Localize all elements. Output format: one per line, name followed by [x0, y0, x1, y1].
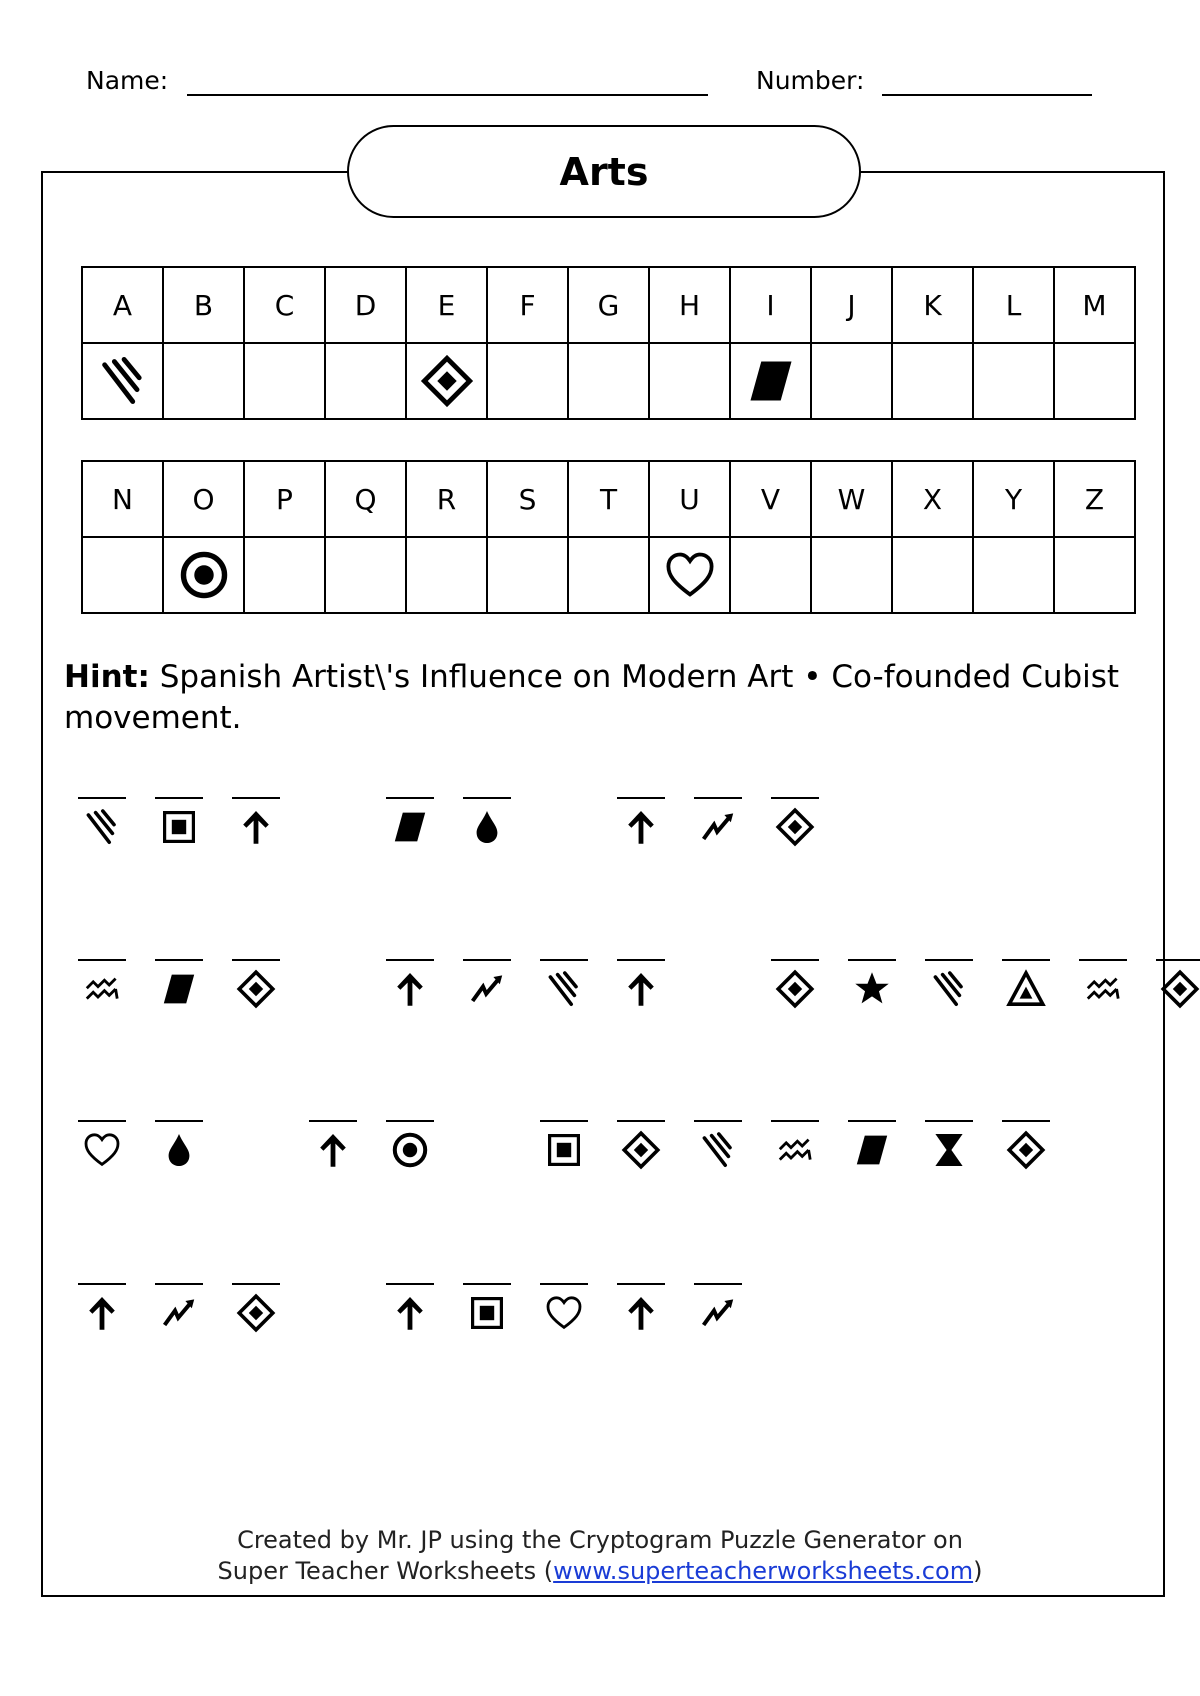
answer-blank[interactable]: [540, 1283, 588, 1285]
waves-icon: [1083, 969, 1123, 1009]
key-symbol-s[interactable]: [487, 537, 568, 613]
key-symbol-m[interactable]: [1054, 343, 1135, 419]
key-symbol-g[interactable]: [568, 343, 649, 419]
footer-credit: Created by Mr. JP using the Cryptogram Puzzle Generator on: [237, 1526, 963, 1554]
key-letter-x: X: [892, 461, 973, 537]
puzzle-cell[interactable]: [848, 1120, 896, 1170]
answer-blank[interactable]: [78, 1283, 126, 1285]
answer-blank[interactable]: [617, 797, 665, 799]
key-symbol-p[interactable]: [244, 537, 325, 613]
answer-blank[interactable]: [771, 1120, 819, 1122]
key-symbol-b[interactable]: [163, 343, 244, 419]
hint: [64, 657, 1154, 739]
key-letter-n: N: [82, 461, 163, 537]
answer-blank[interactable]: [1002, 959, 1050, 961]
puzzle-cell[interactable]: [1002, 959, 1050, 1009]
answer-blank[interactable]: [1079, 959, 1127, 961]
key-letter-p: P: [244, 461, 325, 537]
triangle-icon: [1006, 969, 1046, 1009]
key-letter-j: J: [811, 267, 892, 343]
puzzle-cell[interactable]: [617, 1120, 665, 1170]
puzzle-cell[interactable]: [617, 959, 665, 1009]
arrow-up-icon: [621, 807, 661, 847]
answer-blank[interactable]: [155, 1283, 203, 1285]
key-symbol-t[interactable]: [568, 537, 649, 613]
key-symbol-h[interactable]: [649, 343, 730, 419]
hourglass-icon: [929, 1130, 969, 1170]
answer-blank[interactable]: [463, 1283, 511, 1285]
diamond-icon: [775, 807, 815, 847]
puzzle-cell[interactable]: [386, 1283, 434, 1333]
puzzle-cell[interactable]: [540, 959, 588, 1009]
key-letter-d: D: [325, 267, 406, 343]
arrow-up-icon: [236, 807, 276, 847]
puzzle-cell[interactable]: [540, 1120, 588, 1170]
diamond-icon: [775, 969, 815, 1009]
key-symbol-r[interactable]: [406, 537, 487, 613]
diamond-icon: [236, 969, 276, 1009]
key-letter-q: Q: [325, 461, 406, 537]
puzzle-cell[interactable]: [155, 959, 203, 1009]
key-symbol-x[interactable]: [892, 537, 973, 613]
key-letter-s: S: [487, 461, 568, 537]
number-field[interactable]: [882, 94, 1092, 96]
key-symbol-v[interactable]: [730, 537, 811, 613]
puzzle-cell[interactable]: [694, 797, 742, 847]
bullseye-icon: [390, 1130, 430, 1170]
footer-site-label: Super Teacher Worksheets (: [217, 1557, 554, 1585]
key-letter-k: K: [892, 267, 973, 343]
puzzle-cell[interactable]: [1079, 959, 1127, 1009]
answer-blank[interactable]: [232, 1283, 280, 1285]
key-letter-z: Z: [1054, 461, 1135, 537]
key-letter-y: Y: [973, 461, 1054, 537]
puzzle-cell[interactable]: [309, 1120, 357, 1170]
puzzle-cell[interactable]: [155, 1283, 203, 1333]
key-letter-o: O: [163, 461, 244, 537]
puzzle-cell[interactable]: [771, 797, 819, 847]
puzzle-cell[interactable]: [386, 797, 434, 847]
answer-blank[interactable]: [617, 1283, 665, 1285]
answer-blank[interactable]: [232, 959, 280, 961]
answer-blank[interactable]: [386, 1283, 434, 1285]
arrow-up-icon: [621, 969, 661, 1009]
answer-blank[interactable]: [771, 959, 819, 961]
answer-blank[interactable]: [463, 959, 511, 961]
arrow-up-icon: [313, 1130, 353, 1170]
zigzag-icon: [698, 1293, 738, 1333]
key-letter-w: W: [811, 461, 892, 537]
triple-slash-icon: [96, 354, 150, 408]
puzzle-cell[interactable]: [155, 1120, 203, 1170]
star-icon: [852, 969, 892, 1009]
answer-blank[interactable]: [78, 797, 126, 799]
answer-blank[interactable]: [694, 1283, 742, 1285]
puzzle-cell[interactable]: [848, 959, 896, 1009]
triple-slash-icon: [82, 807, 122, 847]
zigzag-icon: [698, 807, 738, 847]
puzzle-cell[interactable]: [463, 1283, 511, 1333]
footer-paren: ): [973, 1557, 983, 1585]
key-symbol-d[interactable]: [325, 343, 406, 419]
worksheet-title: Arts: [347, 125, 861, 218]
answer-blank[interactable]: [925, 1120, 973, 1122]
heart-icon: [544, 1293, 584, 1333]
puzzle-cell[interactable]: [1002, 1120, 1050, 1170]
key-letter-u: U: [649, 461, 730, 537]
puzzle-cell[interactable]: [78, 959, 126, 1009]
key-symbol-o[interactable]: [163, 537, 244, 613]
drop-icon: [467, 807, 507, 847]
parallelogram-icon: [852, 1130, 892, 1170]
diamond-icon: [236, 1293, 276, 1333]
key-letter-a: A: [82, 267, 163, 343]
answer-blank[interactable]: [386, 959, 434, 961]
key-letter-m: M: [1054, 267, 1135, 343]
key-letter-t: T: [568, 461, 649, 537]
footer-link[interactable]: www.superteacherworksheets.com: [553, 1557, 974, 1585]
key-symbol-f[interactable]: [487, 343, 568, 419]
puzzle-cell[interactable]: [463, 959, 511, 1009]
key-symbol-u[interactable]: [649, 537, 730, 613]
answer-blank[interactable]: [1156, 959, 1200, 961]
diamond-icon: [1160, 969, 1200, 1009]
puzzle-cell[interactable]: [78, 1283, 126, 1333]
key-letter-r: R: [406, 461, 487, 537]
puzzle-cell[interactable]: [617, 1283, 665, 1333]
arrow-up-icon: [82, 1293, 122, 1333]
diamond-icon: [1006, 1130, 1046, 1170]
answer-blank[interactable]: [694, 797, 742, 799]
drop-icon: [159, 1130, 199, 1170]
arrow-up-icon: [390, 1293, 430, 1333]
key-letter-f: F: [487, 267, 568, 343]
key-symbol-n[interactable]: [82, 537, 163, 613]
puzzle-cell[interactable]: [78, 797, 126, 847]
answer-blank[interactable]: [617, 959, 665, 961]
puzzle-cell[interactable]: [386, 1120, 434, 1170]
key-letter-l: L: [973, 267, 1054, 343]
puzzle-cell[interactable]: [232, 1283, 280, 1333]
answer-blank[interactable]: [848, 1120, 896, 1122]
square-dot-icon: [544, 1130, 584, 1170]
answer-blank[interactable]: [694, 1120, 742, 1122]
answer-blank[interactable]: [232, 797, 280, 799]
waves-icon: [775, 1130, 815, 1170]
key-letter-b: B: [163, 267, 244, 343]
footer: [0, 1525, 1200, 1587]
puzzle-cell[interactable]: [925, 1120, 973, 1170]
answer-blank[interactable]: [309, 1120, 357, 1122]
key-symbol-y[interactable]: [973, 537, 1054, 613]
key-table-1: [81, 266, 1136, 420]
key-letter-c: C: [244, 267, 325, 343]
square-dot-icon: [159, 807, 199, 847]
hint-label: Hint:: [64, 659, 150, 695]
parallelogram-icon: [390, 807, 430, 847]
answer-blank[interactable]: [1002, 1120, 1050, 1122]
puzzle-cell[interactable]: [925, 959, 973, 1009]
answer-blank[interactable]: [155, 1120, 203, 1122]
square-dot-icon: [467, 1293, 507, 1333]
key-symbol-a[interactable]: [82, 343, 163, 419]
answer-blank[interactable]: [78, 959, 126, 961]
hint-text: Spanish Artist\'s Influence on Modern Art • Co-founded Cubist movement.: [64, 659, 1120, 736]
triple-slash-icon: [698, 1130, 738, 1170]
heart-icon: [663, 548, 717, 602]
zigzag-icon: [159, 1293, 199, 1333]
name-field[interactable]: [187, 94, 708, 96]
key-symbol-k[interactable]: [892, 343, 973, 419]
answer-blank[interactable]: [155, 959, 203, 961]
triple-slash-icon: [544, 969, 584, 1009]
diamond-icon: [420, 354, 474, 408]
heart-icon: [82, 1130, 122, 1170]
puzzle-cell[interactable]: [78, 1120, 126, 1170]
answer-blank[interactable]: [78, 1120, 126, 1122]
puzzle-cell[interactable]: [617, 797, 665, 847]
key-symbol-w[interactable]: [811, 537, 892, 613]
answer-blank[interactable]: [386, 1120, 434, 1122]
puzzle-cell[interactable]: [694, 1120, 742, 1170]
answer-blank[interactable]: [925, 959, 973, 961]
answer-blank[interactable]: [463, 797, 511, 799]
key-symbol-q[interactable]: [325, 537, 406, 613]
triple-slash-icon: [929, 969, 969, 1009]
key-symbol-e[interactable]: [406, 343, 487, 419]
puzzle-cell[interactable]: [771, 1120, 819, 1170]
zigzag-icon: [467, 969, 507, 1009]
answer-blank[interactable]: [540, 1120, 588, 1122]
key-symbol-z[interactable]: [1054, 537, 1135, 613]
puzzle-cell[interactable]: [386, 959, 434, 1009]
puzzle-cell[interactable]: [463, 797, 511, 847]
key-symbol-i[interactable]: [730, 343, 811, 419]
parallelogram-icon: [744, 354, 798, 408]
number-label: Number:: [756, 66, 865, 95]
puzzle-cell[interactable]: [540, 1283, 588, 1333]
puzzle-cell[interactable]: [1156, 959, 1200, 1009]
answer-blank[interactable]: [386, 797, 434, 799]
key-letter-i: I: [730, 267, 811, 343]
answer-blank[interactable]: [617, 1120, 665, 1122]
key-letter-g: G: [568, 267, 649, 343]
key-table-2: [81, 460, 1136, 614]
puzzle-cell[interactable]: [694, 1283, 742, 1333]
arrow-up-icon: [621, 1293, 661, 1333]
key-letter-e: E: [406, 267, 487, 343]
waves-icon: [82, 969, 122, 1009]
bullseye-icon: [177, 548, 231, 602]
parallelogram-icon: [159, 969, 199, 1009]
puzzle-cell[interactable]: [771, 959, 819, 1009]
key-symbol-j[interactable]: [811, 343, 892, 419]
key-symbol-l[interactable]: [973, 343, 1054, 419]
answer-blank[interactable]: [155, 797, 203, 799]
answer-blank[interactable]: [848, 959, 896, 961]
puzzle-cell[interactable]: [155, 797, 203, 847]
key-letter-v: V: [730, 461, 811, 537]
name-label: Name:: [86, 66, 169, 95]
arrow-up-icon: [390, 969, 430, 1009]
key-symbol-c[interactable]: [244, 343, 325, 419]
answer-blank[interactable]: [771, 797, 819, 799]
puzzle-cell[interactable]: [232, 797, 280, 847]
puzzle-cell[interactable]: [232, 959, 280, 1009]
key-letter-h: H: [649, 267, 730, 343]
answer-blank[interactable]: [540, 959, 588, 961]
diamond-icon: [621, 1130, 661, 1170]
